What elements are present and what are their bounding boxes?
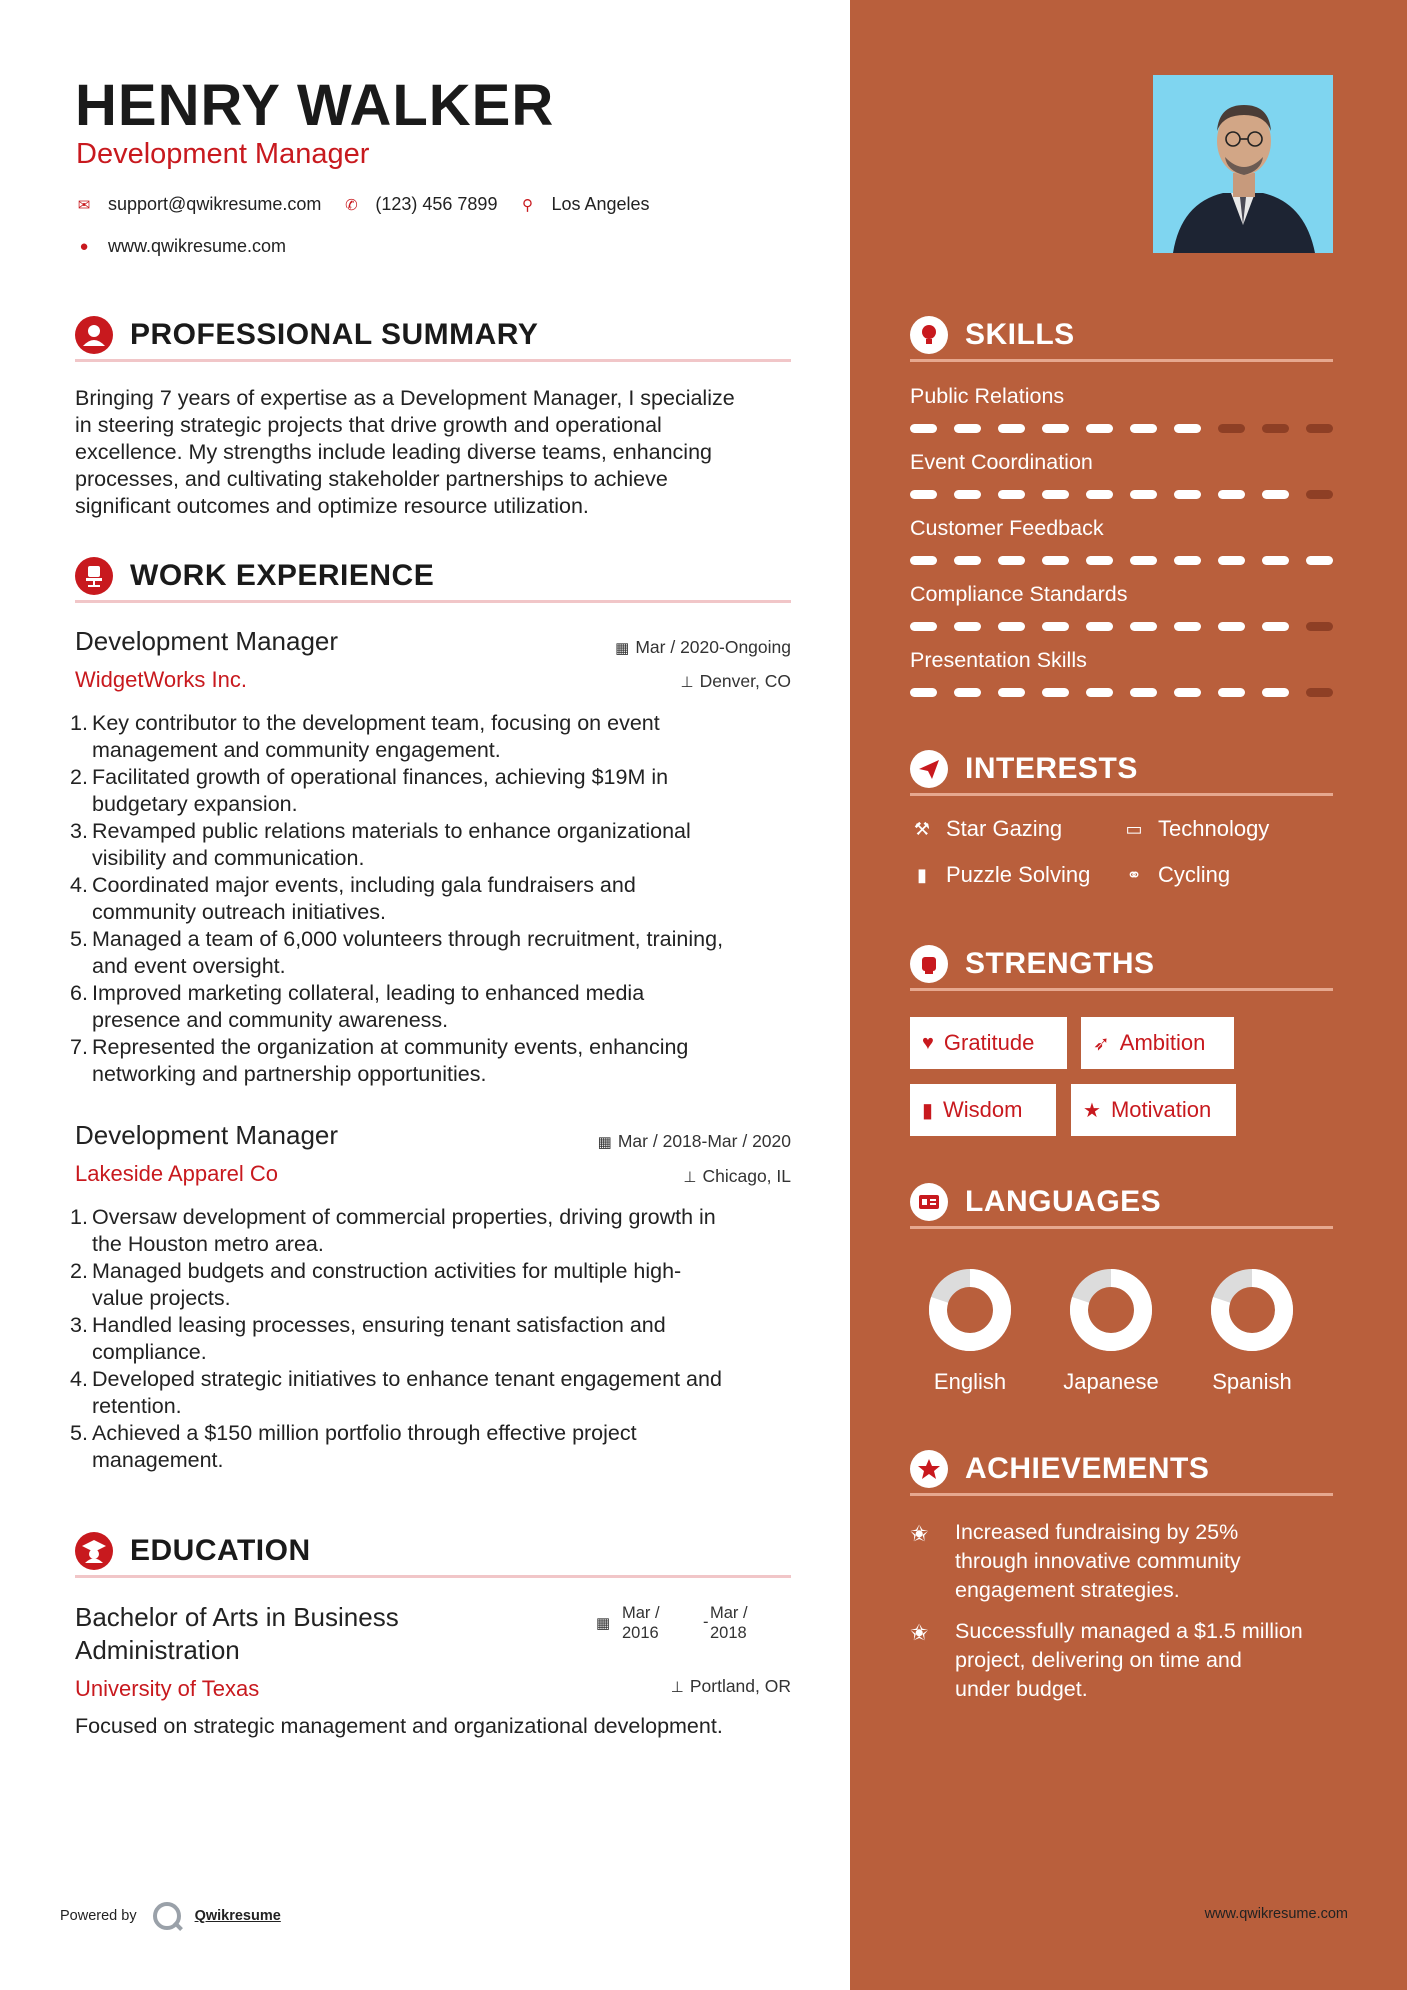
language-donut bbox=[1066, 1265, 1156, 1355]
list-item: Revamped public relations materials to enhance organizational visibility and communication. bbox=[92, 819, 691, 870]
achievements-title: ACHIEVEMENTS bbox=[965, 1452, 1210, 1485]
skill-segment-filled bbox=[1174, 622, 1201, 631]
skill-segment-filled bbox=[1086, 490, 1113, 499]
rocket-icon: ➶ bbox=[1093, 1032, 1110, 1055]
pushpin-icon: ⊥ bbox=[670, 1679, 684, 1696]
interest-label: Technology bbox=[1158, 816, 1270, 841]
education-start-date bbox=[622, 1603, 660, 1643]
skill-segment-filled bbox=[1174, 490, 1201, 499]
contact-location: Los Angeles bbox=[551, 194, 650, 214]
education-end-date bbox=[710, 1603, 748, 1643]
map-pin-icon: ⚲ bbox=[521, 196, 533, 214]
skill-segment-filled bbox=[954, 424, 981, 433]
skill-segment-filled bbox=[998, 490, 1025, 499]
lightbulb-icon bbox=[910, 316, 948, 354]
strength-badge bbox=[1071, 1084, 1236, 1136]
powered-by-text: Powered by bbox=[60, 1908, 137, 1924]
candidate-title: Development Manager bbox=[76, 138, 370, 170]
skill-label: Presentation Skills bbox=[910, 648, 1087, 672]
skill-segment-filled bbox=[1130, 622, 1157, 631]
job-duties bbox=[92, 1204, 797, 1474]
candidate-name: HENRY WALKER bbox=[75, 73, 555, 138]
achievement-line: under budget. bbox=[955, 1677, 1088, 1701]
skill-segment-filled bbox=[1174, 556, 1201, 565]
brand-link[interactable]: Qwikresume bbox=[194, 1908, 281, 1924]
achievement-line: project, delivering on time and bbox=[955, 1648, 1242, 1672]
skill-segment-filled bbox=[954, 556, 981, 565]
skill-segment-empty bbox=[1306, 688, 1333, 697]
interest-label: Star Gazing bbox=[946, 816, 1063, 841]
skill-segment-filled bbox=[1130, 490, 1157, 499]
achievement-line: engagement strategies. bbox=[955, 1578, 1180, 1602]
skill-segment-filled bbox=[1218, 556, 1245, 565]
paper-plane-icon bbox=[910, 750, 948, 788]
education-description: Focused on strategic management and organizational development. bbox=[75, 1714, 723, 1738]
interest-item bbox=[910, 816, 1062, 842]
language-donut bbox=[925, 1265, 1015, 1355]
skill-segment-filled bbox=[1130, 688, 1157, 697]
achievements-heading bbox=[910, 1450, 1333, 1496]
strengths-title: STRENGTHS bbox=[965, 947, 1155, 980]
skill-segment-filled bbox=[1086, 622, 1113, 631]
skill-segment-filled bbox=[1218, 490, 1245, 499]
interest-label: Cycling bbox=[1158, 862, 1231, 887]
summary-line: processes, and cultivating stakeholder partnerships to achieve bbox=[75, 467, 668, 491]
skill-segment-filled bbox=[1174, 424, 1201, 433]
heart-icon: ♥ bbox=[922, 1031, 934, 1054]
interest-label: Puzzle Solving bbox=[946, 862, 1091, 887]
summary-line: significant outcomes and optimize resource utilization. bbox=[75, 494, 589, 518]
skills-heading bbox=[910, 316, 1333, 362]
skill-segment-filled bbox=[1218, 688, 1245, 697]
laptop-icon: ▭ bbox=[1125, 818, 1143, 839]
skill-segment-empty bbox=[1306, 424, 1333, 433]
skill-segment-filled bbox=[1262, 688, 1289, 697]
degree-line: Administration bbox=[75, 1635, 240, 1665]
pushpin-icon: ⊥ bbox=[680, 674, 694, 691]
skill-segment-filled bbox=[1262, 490, 1289, 499]
list-item: Facilitated growth of operational finances, achieving $19M in budgetary expansion. bbox=[92, 765, 669, 816]
pushpin-icon: ⊥ bbox=[683, 1169, 697, 1186]
summary-line: in steering strategic projects that drive growth and operational bbox=[75, 413, 662, 437]
skill-segment-filled bbox=[1042, 622, 1069, 631]
skill-segment-filled bbox=[954, 490, 981, 499]
edu-date-line: 2018 bbox=[710, 1624, 747, 1642]
skill-segment-filled bbox=[998, 622, 1025, 631]
contact-row-2 bbox=[76, 236, 308, 257]
contact-website[interactable]: www.qwikresume.com bbox=[108, 236, 287, 256]
job-date-text: Mar / 2018-Mar / 2020 bbox=[617, 1131, 791, 1151]
summary-heading bbox=[75, 316, 791, 362]
experience-heading bbox=[75, 557, 791, 603]
strengths-heading bbox=[910, 945, 1333, 991]
list-item: Achieved a $150 million portfolio through effective project management. bbox=[92, 1421, 637, 1472]
summary-line: Bringing 7 years of expertise as a Development Manager, I specialize bbox=[75, 386, 735, 410]
list-item: Key contributor to the development team, focusing on event management and community engagement. bbox=[92, 711, 660, 762]
book-icon: ▮ bbox=[917, 864, 927, 885]
interest-item bbox=[1122, 862, 1230, 888]
list-item: Managed a team of 6,000 volunteers through recruitment, training, and event oversight. bbox=[92, 927, 724, 978]
skill-level-bar bbox=[910, 490, 1334, 499]
skill-label: Compliance Standards bbox=[910, 582, 1128, 606]
strength-label: Wisdom bbox=[943, 1097, 1023, 1122]
skill-segment-filled bbox=[910, 490, 937, 499]
job-location-text: Denver, CO bbox=[699, 671, 791, 691]
language-donut bbox=[1207, 1265, 1297, 1355]
list-item: Developed strategic initiatives to enhance tenant engagement and retention. bbox=[92, 1367, 722, 1418]
strength-badge bbox=[910, 1084, 1056, 1136]
job-location-text: Chicago, IL bbox=[702, 1166, 791, 1186]
job-duties bbox=[92, 710, 797, 1088]
office-chair-icon bbox=[75, 557, 113, 595]
footer-website[interactable]: www.qwikresume.com bbox=[1204, 1906, 1348, 1922]
education-heading bbox=[75, 1532, 791, 1578]
skill-level-bar bbox=[910, 688, 1334, 697]
strength-label: Gratitude bbox=[943, 1030, 1035, 1055]
strength-label: Ambition bbox=[1119, 1030, 1206, 1055]
job-title: Development Manager bbox=[75, 1120, 339, 1150]
education-location bbox=[671, 1676, 791, 1697]
skill-segment-filled bbox=[910, 622, 937, 631]
skill-segment-filled bbox=[1174, 688, 1201, 697]
skill-segment-filled bbox=[1042, 490, 1069, 499]
skill-segment-filled bbox=[1262, 622, 1289, 631]
skill-segment-filled bbox=[1042, 556, 1069, 565]
skill-segment-filled bbox=[1218, 622, 1245, 631]
strength-label: Motivation bbox=[1110, 1097, 1212, 1122]
interest-item bbox=[910, 862, 1090, 888]
list-item: Managed budgets and construction activities for multiple high- value projects. bbox=[92, 1259, 682, 1310]
skill-segment-empty bbox=[1262, 424, 1289, 433]
profile-photo bbox=[1153, 75, 1333, 253]
date-separator: - bbox=[703, 1613, 709, 1631]
gavel-icon: ⚒ bbox=[913, 818, 931, 839]
contact-row bbox=[76, 194, 672, 215]
qwikresume-logo-icon bbox=[153, 1902, 181, 1930]
strength-badge bbox=[910, 1017, 1067, 1069]
degree-title bbox=[75, 1601, 475, 1667]
calendar-icon: ▦ bbox=[615, 640, 630, 657]
skill-segment-filled bbox=[910, 424, 937, 433]
skill-segment-empty bbox=[1306, 622, 1333, 631]
language-label: English bbox=[933, 1369, 1007, 1394]
globe-icon: ● bbox=[79, 238, 89, 255]
summary-line: excellence. My strengths include leading diverse teams, enhancing bbox=[75, 440, 713, 464]
education-title: EDUCATION bbox=[130, 1534, 311, 1567]
skill-segment-filled bbox=[1130, 424, 1157, 433]
skill-level-bar bbox=[910, 622, 1334, 631]
list-item: Handled leasing processes, ensuring tenant satisfaction and compliance. bbox=[92, 1313, 666, 1364]
job-date bbox=[615, 637, 791, 658]
skill-level-bar bbox=[910, 556, 1334, 565]
skill-segment-filled bbox=[1130, 556, 1157, 565]
job-title: Development Manager bbox=[75, 626, 339, 656]
list-item: Improved marketing collateral, leading to enhanced media presence and community awareness. bbox=[92, 981, 645, 1032]
language-icon bbox=[910, 1183, 948, 1221]
calendar-icon: ▦ bbox=[596, 1615, 611, 1632]
skill-label: Public Relations bbox=[910, 384, 1065, 408]
star-burst-icon: ✬ bbox=[910, 1521, 929, 1546]
job-company: Lakeside Apparel Co bbox=[75, 1161, 279, 1186]
skill-segment-filled bbox=[1042, 424, 1069, 433]
bicycle-icon: ⚭ bbox=[1126, 864, 1142, 885]
list-item: Oversaw development of commercial properties, driving growth in the Houston metro area. bbox=[92, 1205, 716, 1256]
skill-segment-filled bbox=[954, 688, 981, 697]
achievement-line: through innovative community bbox=[955, 1549, 1241, 1573]
powered-by bbox=[60, 1902, 281, 1930]
skill-segment-filled bbox=[998, 688, 1025, 697]
fist-icon bbox=[910, 945, 948, 983]
skill-segment-filled bbox=[1262, 556, 1289, 565]
skills-title: SKILLS bbox=[965, 318, 1075, 351]
skill-level-bar bbox=[910, 424, 1334, 433]
skill-segment-filled bbox=[1086, 556, 1113, 565]
star-icon: ★ bbox=[1083, 1099, 1101, 1122]
skill-segment-filled bbox=[910, 556, 937, 565]
interests-heading bbox=[910, 750, 1333, 796]
degree-line: Bachelor of Arts in Business bbox=[75, 1602, 399, 1632]
star-burst-icon: ✬ bbox=[910, 1620, 929, 1645]
award-star-icon bbox=[910, 1450, 948, 1488]
skill-label: Event Coordination bbox=[910, 450, 1093, 474]
experience-title: WORK EXPERIENCE bbox=[130, 559, 435, 592]
skill-segment-empty bbox=[1306, 490, 1333, 499]
job-location bbox=[680, 671, 791, 692]
school-name: University of Texas bbox=[75, 1676, 260, 1701]
skill-label: Customer Feedback bbox=[910, 516, 1104, 540]
languages-title: LANGUAGES bbox=[965, 1185, 1162, 1218]
skill-segment-filled bbox=[1306, 556, 1333, 565]
achievement-line: Successfully managed a $1.5 million bbox=[955, 1619, 1303, 1643]
languages-heading bbox=[910, 1183, 1333, 1229]
edu-date-line: Mar / bbox=[710, 1604, 748, 1622]
achievement-item bbox=[955, 1518, 1335, 1605]
graduate-icon bbox=[75, 1532, 113, 1570]
portrait-image bbox=[1153, 75, 1333, 253]
contact-email[interactable]: support@qwikresume.com bbox=[108, 194, 322, 214]
job-location bbox=[683, 1166, 791, 1187]
calendar-icon: ▦ bbox=[597, 1134, 612, 1151]
language-label: Spanish bbox=[1212, 1369, 1292, 1394]
skill-segment-filled bbox=[1042, 688, 1069, 697]
list-item: Coordinated major events, including gala fundraisers and community outreach initiatives. bbox=[92, 873, 636, 924]
strength-badge bbox=[1081, 1017, 1234, 1069]
edu-location-text: Portland, OR bbox=[689, 1676, 791, 1696]
job-company: WidgetWorks Inc. bbox=[75, 667, 247, 692]
skill-segment-filled bbox=[998, 556, 1025, 565]
skill-segment-filled bbox=[1086, 688, 1113, 697]
edu-date-line: 2016 bbox=[622, 1624, 659, 1642]
language-label: Japanese bbox=[1063, 1369, 1159, 1394]
job-date-text: Mar / 2020-Ongoing bbox=[635, 637, 791, 657]
user-icon bbox=[75, 316, 113, 354]
summary-title: PROFESSIONAL SUMMARY bbox=[130, 318, 539, 351]
skill-segment-filled bbox=[910, 688, 937, 697]
skill-segment-empty bbox=[1218, 424, 1245, 433]
skill-segment-filled bbox=[1086, 424, 1113, 433]
envelope-icon: ✉ bbox=[77, 196, 91, 214]
contact-phone[interactable]: (123) 456 7899 bbox=[375, 194, 498, 214]
summary-text bbox=[75, 385, 791, 520]
achievement-item bbox=[955, 1617, 1335, 1704]
achievement-line: Increased fundraising by 25% bbox=[955, 1520, 1239, 1544]
list-item: Represented the organization at community events, enhancing networking and partnership opportunities. bbox=[92, 1035, 689, 1086]
phone-icon: ✆ bbox=[345, 196, 358, 214]
book-icon: ▮ bbox=[922, 1099, 934, 1122]
interest-item bbox=[1122, 816, 1269, 842]
job-date bbox=[598, 1131, 791, 1152]
skill-segment-filled bbox=[954, 622, 981, 631]
skill-segment-filled bbox=[998, 424, 1025, 433]
edu-date-line: Mar / bbox=[622, 1604, 660, 1622]
interests-title: INTERESTS bbox=[965, 752, 1138, 785]
